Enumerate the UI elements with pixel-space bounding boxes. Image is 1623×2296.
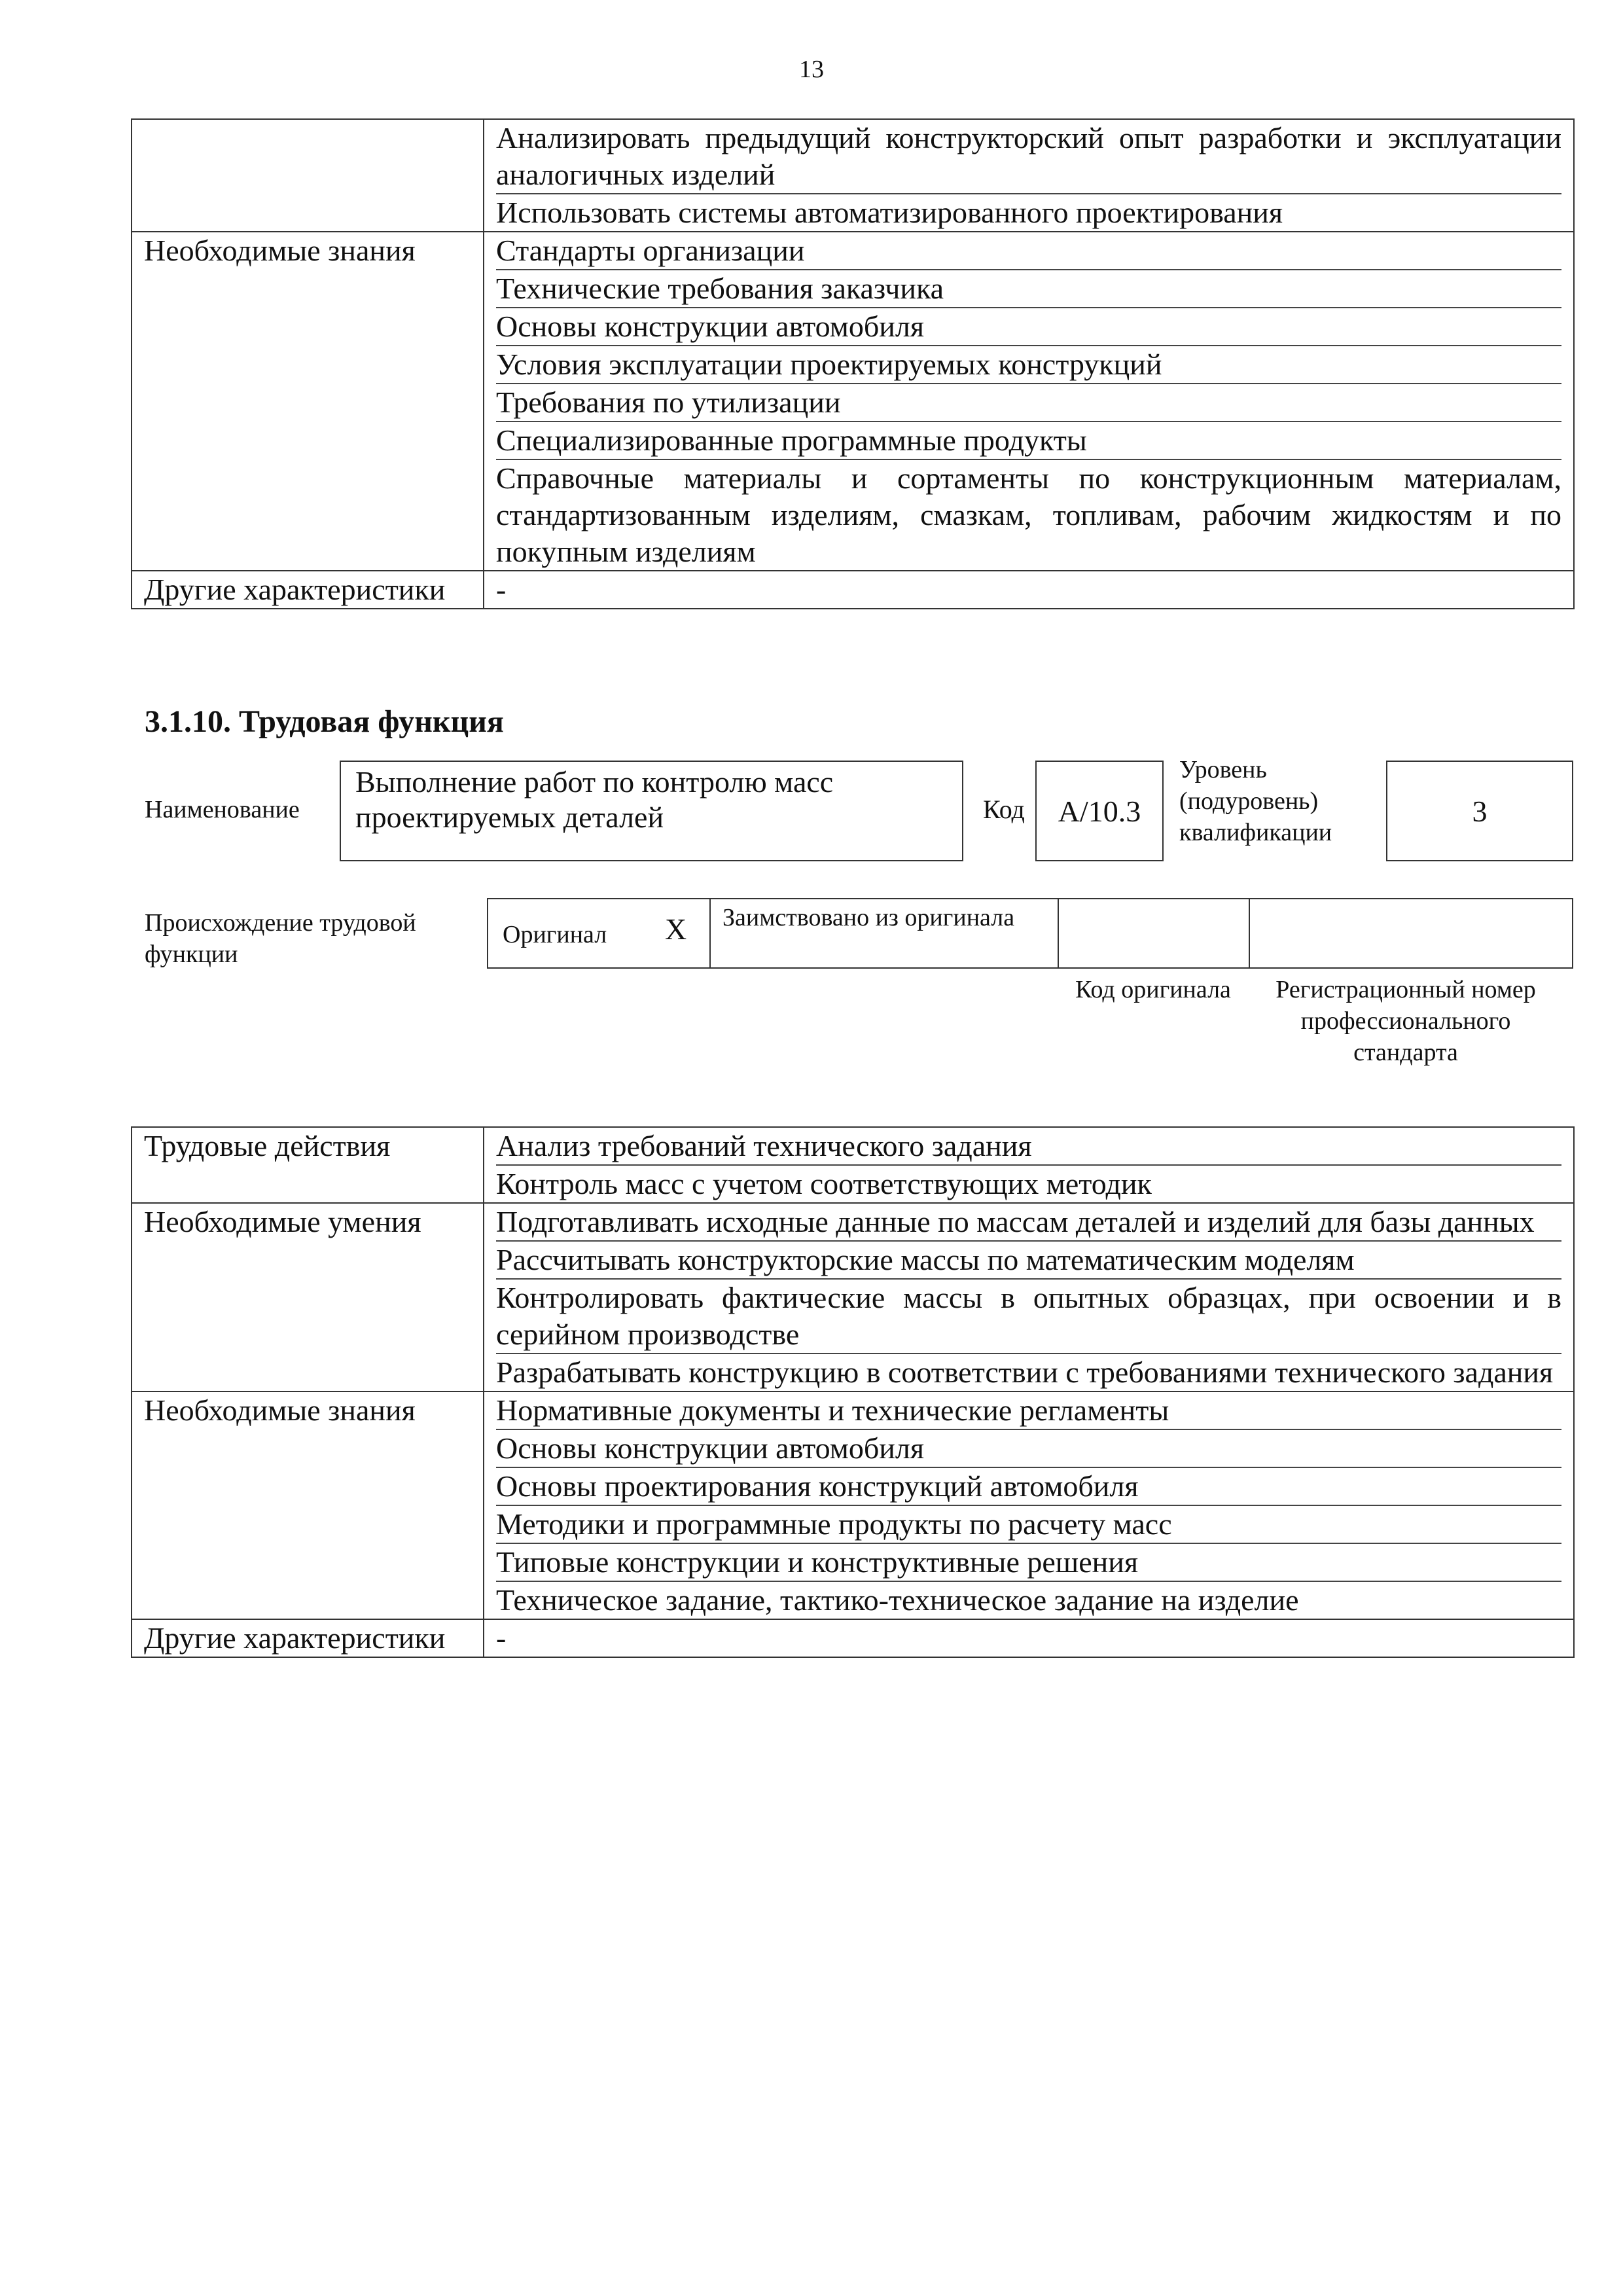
list-item: Специализированные программные продукты — [496, 422, 1561, 460]
origin-original-label: Оригинал — [503, 921, 607, 948]
list-item: Основы конструкции автомобиля — [496, 308, 1561, 346]
list-item: Контроль масс с учетом соответствующих методик — [496, 1167, 1152, 1200]
reg-number-caption: Регистрационный номер профессионального стандарта — [1275, 976, 1536, 1066]
list-item: Основы конструкции автомобиля — [496, 1430, 1561, 1468]
row-items — [484, 1203, 1574, 1391]
reg-number-cell — [1250, 899, 1572, 967]
requirements-table — [131, 1126, 1575, 1658]
list-item: - — [496, 1621, 507, 1655]
list-item: Типовые конструкции и конструктивные решения — [496, 1544, 1561, 1582]
list-item: Анализ требований технического задания — [496, 1128, 1561, 1166]
row-label: Необходимые знания — [132, 1391, 484, 1619]
table-row — [132, 1127, 1574, 1203]
function-name-box: Выполнение работ по контролю масс проектируемых деталей — [340, 761, 963, 861]
row-items — [484, 1127, 1574, 1203]
row-items — [484, 1391, 1574, 1619]
list-item: Основы проектирования конструкций автомобиля — [496, 1468, 1561, 1506]
section-heading: 3.1.10. Трудовая функция — [145, 704, 504, 739]
row-items — [484, 1619, 1574, 1657]
requirements-table-continued — [131, 118, 1575, 609]
list-item: Разрабатывать конструкцию в соответствии с требованиями технического задания — [496, 1355, 1554, 1389]
list-item: - — [496, 573, 507, 606]
list-item: Технические требования заказчика — [496, 270, 1561, 308]
table-row — [132, 1203, 1574, 1391]
list-item: Справочные материалы и сортаменты по конструкционным материалам, стандартизованным изделиям, смазкам, топливам, рабочим жидкостям и по покупным изделиям — [496, 461, 1561, 568]
table-row — [132, 232, 1574, 571]
table-row — [132, 1391, 1574, 1619]
name-label: Наименование — [145, 796, 300, 823]
row-label: Необходимые знания — [132, 232, 484, 571]
list-item: Нормативные документы и технические регламенты — [496, 1392, 1561, 1430]
code-value-box: A/10.3 — [1035, 761, 1164, 861]
page-number: 13 — [799, 56, 824, 83]
row-items — [484, 119, 1574, 232]
code-label: Код — [983, 795, 1025, 824]
list-item: Стандарты организации — [496, 232, 1561, 270]
row-label: Необходимые умения — [132, 1203, 484, 1391]
table-row — [132, 1619, 1574, 1657]
row-items — [484, 571, 1574, 609]
list-item: Рассчитывать конструкторские массы по математическим моделям — [496, 1242, 1561, 1280]
original-code-caption: Код оригинала — [1075, 976, 1231, 1003]
list-item: Использовать системы автоматизированного проектирования — [496, 196, 1283, 229]
origin-row — [487, 898, 1573, 969]
origin-label: Происхождение трудовой функции — [145, 909, 416, 968]
original-code-cell — [1059, 899, 1250, 967]
list-item: Методики и программные продукты по расчету масс — [496, 1506, 1561, 1544]
origin-borrowed-label: Заимствовано из оригинала — [722, 904, 1015, 931]
list-item: Подготавливать исходные данные по массам деталей и изделий для базы данных — [496, 1204, 1561, 1242]
table-row — [132, 571, 1574, 609]
list-item: Контролировать фактические массы в опытных образцах, при освоении и в серийном производстве — [496, 1280, 1561, 1354]
level-label: Уровень (подуровень) квалификации — [1179, 756, 1332, 846]
list-item: Требования по утилизации — [496, 384, 1561, 422]
origin-mark: X — [665, 912, 687, 946]
list-item: Анализировать предыдущий конструкторский опыт разработки и эксплуатации аналогичных изделий — [496, 120, 1561, 194]
table-row — [132, 119, 1574, 232]
row-label: Трудовые действия — [132, 1127, 484, 1203]
row-label: Другие характеристики — [132, 571, 484, 609]
row-items — [484, 232, 1574, 571]
list-item: Техническое задание, тактико-техническое задание на изделие — [496, 1583, 1299, 1617]
origin-original-cell — [488, 899, 711, 967]
list-item: Условия эксплуатации проектируемых конструкций — [496, 346, 1561, 384]
level-value-box: 3 — [1386, 761, 1573, 861]
origin-borrowed-cell — [711, 899, 1059, 967]
row-label: Другие характеристики — [132, 1619, 484, 1657]
row-label — [132, 119, 484, 232]
